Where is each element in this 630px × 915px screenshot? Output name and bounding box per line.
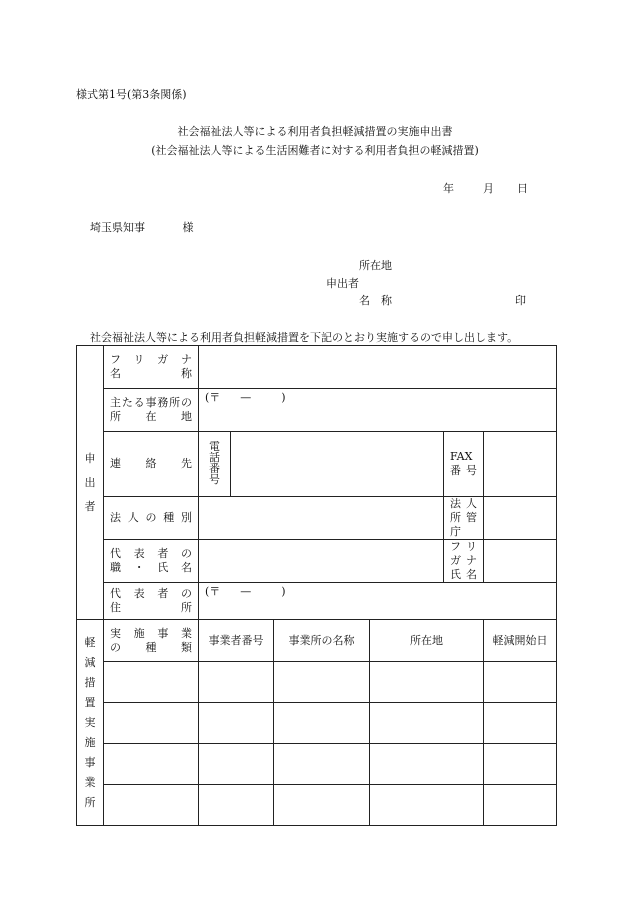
column-header-provider-number: 事業者番号 bbox=[199, 620, 274, 662]
rep-furigana-label: フリガナ 氏名 bbox=[444, 540, 484, 583]
column-header-location: 所在地 bbox=[370, 620, 484, 662]
table-row bbox=[77, 540, 557, 583]
recipient bbox=[90, 219, 194, 235]
fax-number-label: FAX 番号 bbox=[444, 432, 484, 497]
rep-address-field[interactable] bbox=[199, 583, 557, 620]
applicant-side-header: 申出者 bbox=[77, 346, 104, 620]
office-address-label: 主たる事務所の 所在地 bbox=[104, 389, 199, 432]
table-row bbox=[77, 432, 557, 497]
date-line bbox=[443, 180, 528, 196]
office-address-field[interactable] bbox=[199, 389, 557, 432]
intro-text: 社会福祉法人等による利用者負担軽減措置を下記のとおり実施するので申し出します。 bbox=[90, 331, 519, 344]
applicant-label: 申出者 bbox=[326, 277, 359, 290]
document-subtitle: (社会福祉法人等による生活困難者に対する利用者負担の軽減措置) bbox=[151, 144, 479, 157]
location-cell[interactable] bbox=[370, 744, 484, 785]
table-row bbox=[77, 346, 557, 389]
provider-number-cell[interactable] bbox=[199, 785, 274, 826]
table-row bbox=[77, 497, 557, 540]
postal-code: (〒 — ) bbox=[205, 391, 286, 404]
phone-number-field[interactable] bbox=[231, 432, 444, 497]
postal-code: (〒 — ) bbox=[205, 585, 286, 598]
location-cell[interactable] bbox=[370, 662, 484, 703]
authority-label: 法人 所管庁 bbox=[444, 497, 484, 540]
applicant-name-label: 名 称 bbox=[359, 294, 392, 307]
location-cell[interactable] bbox=[370, 785, 484, 826]
column-header-service-type: 実施事業 の種類 bbox=[104, 620, 199, 662]
service-type-cell[interactable] bbox=[104, 703, 199, 744]
table-row bbox=[77, 744, 557, 785]
facility-side-header: 軽減措置実施事業所 bbox=[77, 620, 104, 826]
date-month-label: 月 bbox=[483, 182, 494, 195]
furigana-name-label: フリガナ 名称 bbox=[104, 346, 199, 389]
rep-address-label: 代表者の 住所 bbox=[104, 583, 199, 620]
service-type-cell[interactable] bbox=[104, 744, 199, 785]
facility-name-cell[interactable] bbox=[274, 785, 370, 826]
location-cell[interactable] bbox=[370, 703, 484, 744]
furigana-name-field[interactable] bbox=[199, 346, 557, 389]
date-year-label: 年 bbox=[443, 182, 454, 195]
rep-furigana-field[interactable] bbox=[484, 540, 557, 583]
table-row bbox=[77, 583, 557, 620]
date-day-label: 日 bbox=[517, 182, 528, 195]
table-row bbox=[77, 703, 557, 744]
contact-label: 連絡先 bbox=[104, 432, 199, 497]
recipient-name: 埼玉県知事 bbox=[90, 221, 145, 234]
seal-mark: 印 bbox=[515, 294, 526, 307]
service-type-cell[interactable] bbox=[104, 662, 199, 703]
authority-field[interactable] bbox=[484, 497, 557, 540]
table-row bbox=[77, 389, 557, 432]
start-date-cell[interactable] bbox=[484, 662, 557, 703]
corp-type-label: 法人の種別 bbox=[104, 497, 199, 540]
rep-title-field[interactable] bbox=[199, 540, 444, 583]
table-row bbox=[77, 662, 557, 703]
application-form-table bbox=[76, 345, 557, 826]
table-row bbox=[77, 620, 557, 662]
fax-number-field[interactable] bbox=[484, 432, 557, 497]
applicant-address-label: 所在地 bbox=[359, 259, 392, 272]
form-number: 様式第1号(第3条関係) bbox=[76, 88, 187, 101]
facility-name-cell[interactable] bbox=[274, 703, 370, 744]
facility-name-cell[interactable] bbox=[274, 744, 370, 785]
start-date-cell[interactable] bbox=[484, 703, 557, 744]
facility-name-cell[interactable] bbox=[274, 662, 370, 703]
document-title: 社会福祉法人等による利用者負担軽減措置の実施申出書 bbox=[177, 125, 453, 138]
column-header-facility-name: 事業所の名称 bbox=[274, 620, 370, 662]
phone-number-label: 電話番号 bbox=[199, 432, 231, 497]
provider-number-cell[interactable] bbox=[199, 662, 274, 703]
start-date-cell[interactable] bbox=[484, 785, 557, 826]
recipient-honorific: 様 bbox=[182, 221, 194, 234]
table-row bbox=[77, 785, 557, 826]
rep-title-label: 代表者の 職・氏名 bbox=[104, 540, 199, 583]
service-type-cell[interactable] bbox=[104, 785, 199, 826]
provider-number-cell[interactable] bbox=[199, 703, 274, 744]
provider-number-cell[interactable] bbox=[199, 744, 274, 785]
column-header-start-date: 軽減開始日 bbox=[484, 620, 557, 662]
start-date-cell[interactable] bbox=[484, 744, 557, 785]
corp-type-field[interactable] bbox=[199, 497, 444, 540]
